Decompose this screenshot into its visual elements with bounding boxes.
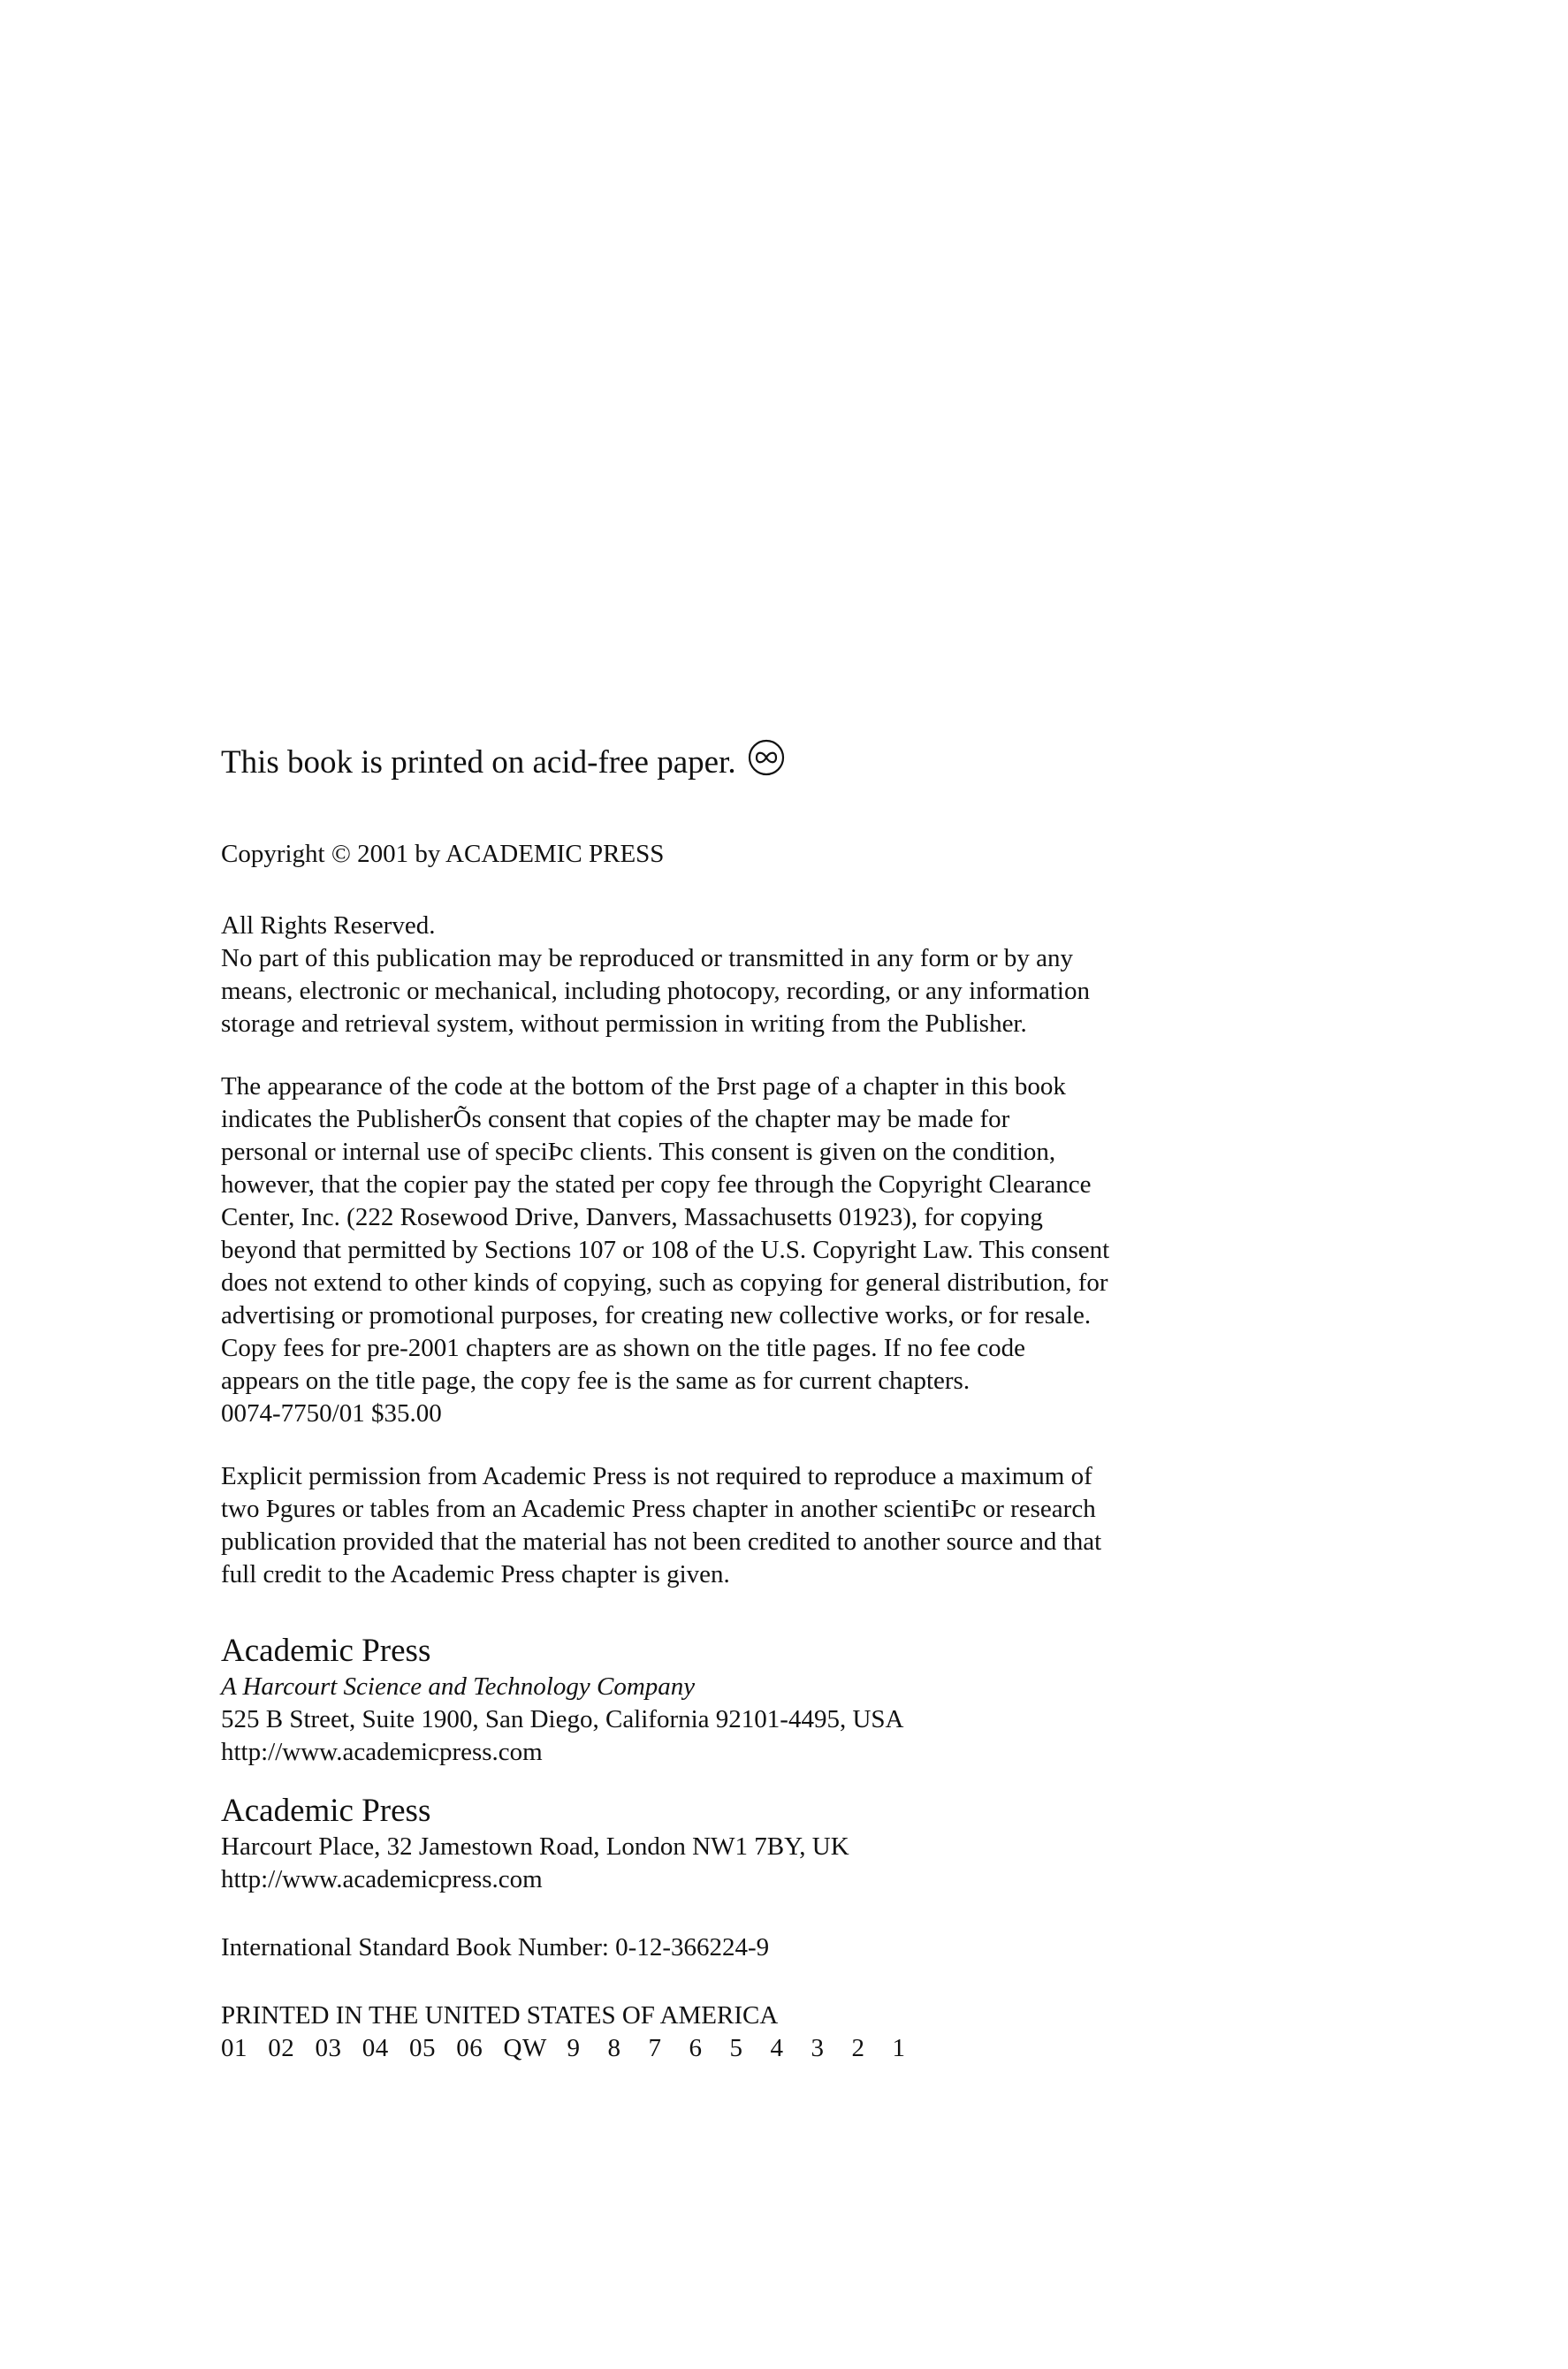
- publisher-uk-block: [221, 1792, 1237, 1896]
- consent-paragraph: [221, 1070, 1237, 1430]
- fee-code: 0074-7750/01 $35.00: [221, 1399, 442, 1428]
- permission-line: Explicit permission from Academic Press is not required to reproduce a maximum of: [221, 1462, 1092, 1490]
- rights-line: means, electronic or mechanical, including photocopy, recording, or any information: [221, 977, 1090, 1005]
- permission-paragraph: [221, 1460, 1237, 1591]
- consent-line: personal or internal use of speciÞc clients. This consent is given on the condition,: [221, 1138, 1056, 1166]
- consent-line: however, that the copier pay the stated per copy fee through the Copyright Clearance: [221, 1170, 1092, 1199]
- rights-title: All Rights Reserved.: [221, 911, 436, 940]
- consent-line: does not extend to other kinds of copying, such as copying for general distribution, for: [221, 1268, 1108, 1297]
- publisher-name: Academic Press: [221, 1633, 431, 1669]
- isbn-line: International Standard Book Number: 0-12-366224-9: [221, 1933, 770, 1961]
- publisher-us-block: [221, 1632, 1237, 1769]
- printed-in-line: PRINTED IN THE UNITED STATES OF AMERICA: [221, 2001, 779, 2030]
- publisher-address: 525 B Street, Suite 1900, San Diego, California 92101-4495, USA: [221, 1705, 904, 1733]
- rights-line: No part of this publication may be reproduced or transmitted in any form or by any: [221, 944, 1073, 972]
- acid-free-text: This book is printed on acid-free paper.: [221, 744, 736, 781]
- acid-free-notice: [221, 741, 1237, 785]
- permission-line: two Þgures or tables from an Academic Press chapter in another scientiÞc or research: [221, 1495, 1096, 1523]
- rights-reserved-block: [221, 910, 1237, 1040]
- consent-line: Copy fees for pre-2001 chapters are as shown on the title pages. If no fee code: [221, 1334, 1025, 1362]
- rights-line: storage and retrieval system, without permission in writing from the Publisher.: [221, 1009, 1027, 1038]
- consent-line: indicates the PublisherÕs consent that copies of the chapter may be made for: [221, 1105, 1010, 1133]
- copyright-line: Copyright © 2001 by ACADEMIC PRESS: [221, 840, 665, 868]
- consent-line: appears on the title page, the copy fee is the same as for current chapters.: [221, 1367, 970, 1395]
- consent-line: beyond that permitted by Sections 107 or 108 of the U.S. Copyright Law. This consent: [221, 1236, 1110, 1264]
- consent-line: Center, Inc. (222 Rosewood Drive, Danvers, Massachusetts 01923), for copying: [221, 1203, 1043, 1231]
- consent-line: advertising or promotional purposes, for creating new collective works, or for resale.: [221, 1301, 1092, 1329]
- consent-line: The appearance of the code at the bottom of the Þrst page of a chapter in this book: [221, 1072, 1066, 1101]
- publisher-name: Academic Press: [221, 1793, 431, 1829]
- publisher-url: http://www.academicpress.com: [221, 1865, 543, 1893]
- print-number-line: 01 02 03 04 05 06 QW 9 8 7 6 5 4 3 2 1: [221, 2034, 906, 2062]
- permission-line: full credit to the Academic Press chapter is given.: [221, 1560, 730, 1588]
- infinity-circle-icon: [747, 738, 786, 777]
- publisher-tagline: A Harcourt Science and Technology Company: [221, 1672, 696, 1701]
- publisher-address: Harcourt Place, 32 Jamestown Road, London NW1 7BY, UK: [221, 1832, 849, 1861]
- copyright-page: [221, 741, 1237, 2065]
- permission-line: publication provided that the material has not been credited to another source and that: [221, 1527, 1102, 1556]
- publisher-url: http://www.academicpress.com: [221, 1738, 543, 1766]
